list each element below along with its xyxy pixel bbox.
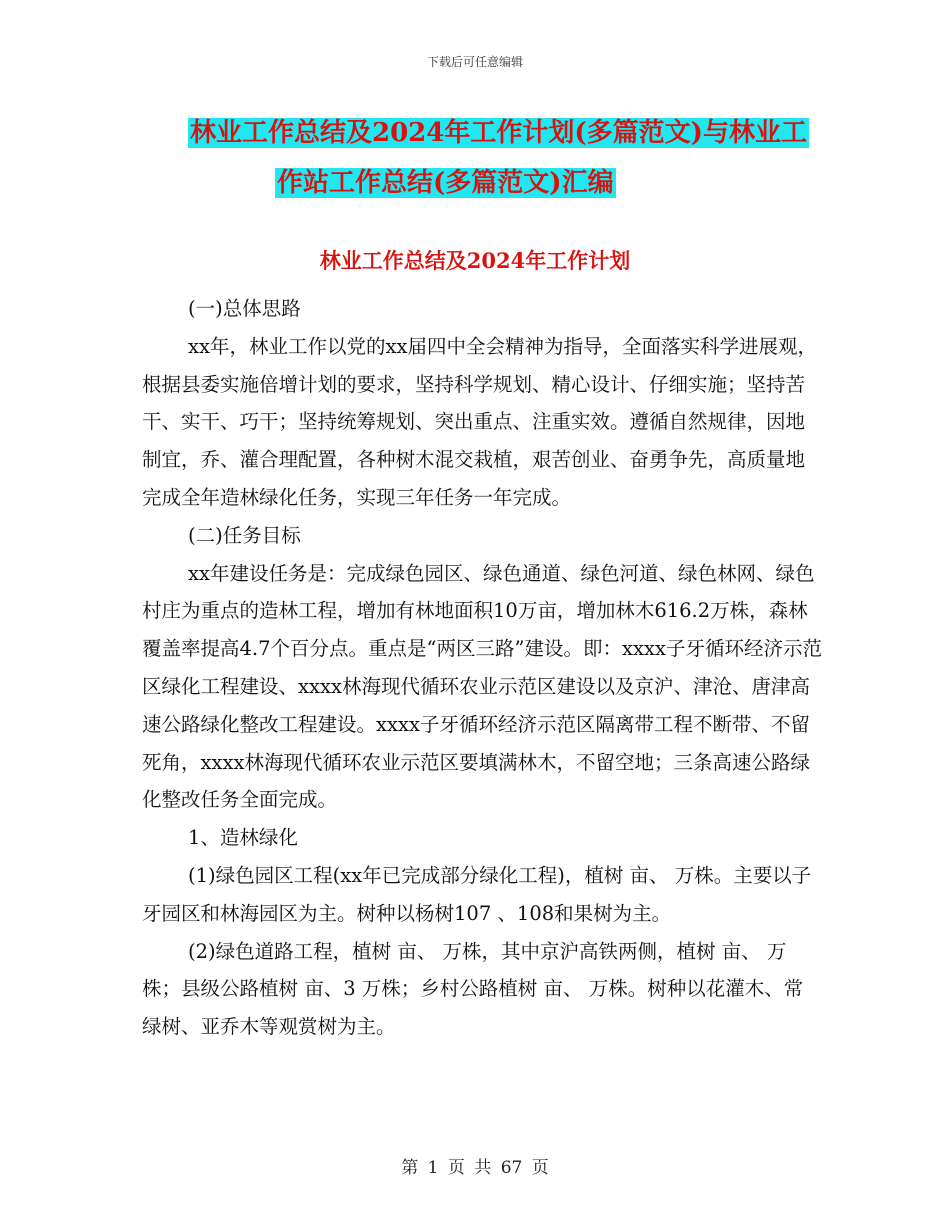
document-title-line-2: 作站工作总结(多篇范文)汇编 [277, 168, 614, 198]
subheading-overall-approach: (一)总体思路 [188, 297, 301, 320]
section-title: 林业工作总结及2024年工作计划 [319, 248, 631, 273]
document-title-line-1: 林业工作总结及2024年工作计划(多篇范文)与林业工 [190, 118, 807, 148]
subheading-afforestation: 1、造林绿化 [188, 826, 298, 850]
paragraph: (2)绿色道路工程，植树 亩、 万株，其中京沪高铁两侧，植树 亩、 万株；县级公路植树 亩、3 万株；乡村公路植树 亩、 万株。树种以花灌木、常绿树、亚乔木等观赏树为主。 [142, 939, 804, 1039]
document-body [142, 290, 822, 1046]
header-note: 下载后可任意编辑 [426, 55, 523, 69]
subheading-task-goals: (二)任务目标 [188, 523, 301, 547]
page-number-footer: 第 1 页 共 67 页 [401, 1158, 549, 1178]
paragraph: (1)绿色园区工程(xx年已完成部分绿化工程)，植树 亩、 万株。主要以子牙园区和林海园区为主。树种以杨树107 、108和果树为主。 [142, 863, 812, 925]
paragraph: xx年建设任务是：完成绿色园区、绿色通道、绿色河道、绿色林网、绿色村庄为重点的造林工程，增加有林地面积10万亩，增加林木616.2万株，森林覆盖率提高4.7个百分点。重点是“两区三路”建设。即：xxxx子牙循环经济示范区绿化工程建设、xxxx林海现代循环农业示范区建设以及京沪、津沧、唐津高速公路绿化整改工程建设。xxxx子牙循环经济示范区隔离带工程不断带、不留死角，xxxx林海现代循环农业示范区要填满林木，不留空地；三条高速公路绿化整改任务全面完成。 [142, 561, 822, 812]
document-title [150, 108, 840, 208]
paragraph: xx年，林业工作以党的xx届四中全会精神为指导，全面落实科学进展观，根据县委实施倍增计划的要求，坚持科学规划、精心设计、仔细实施；坚持苦干、实干、巧干；坚持统筹规划、突出重点、注重实效。遵循自然规律，因地制宜，乔、灌合理配置，各种树木混交栽植，艰苦创业、奋勇争先，高质量地完成全年造林绿化任务，实现三年任务一年完成。 [142, 334, 817, 509]
